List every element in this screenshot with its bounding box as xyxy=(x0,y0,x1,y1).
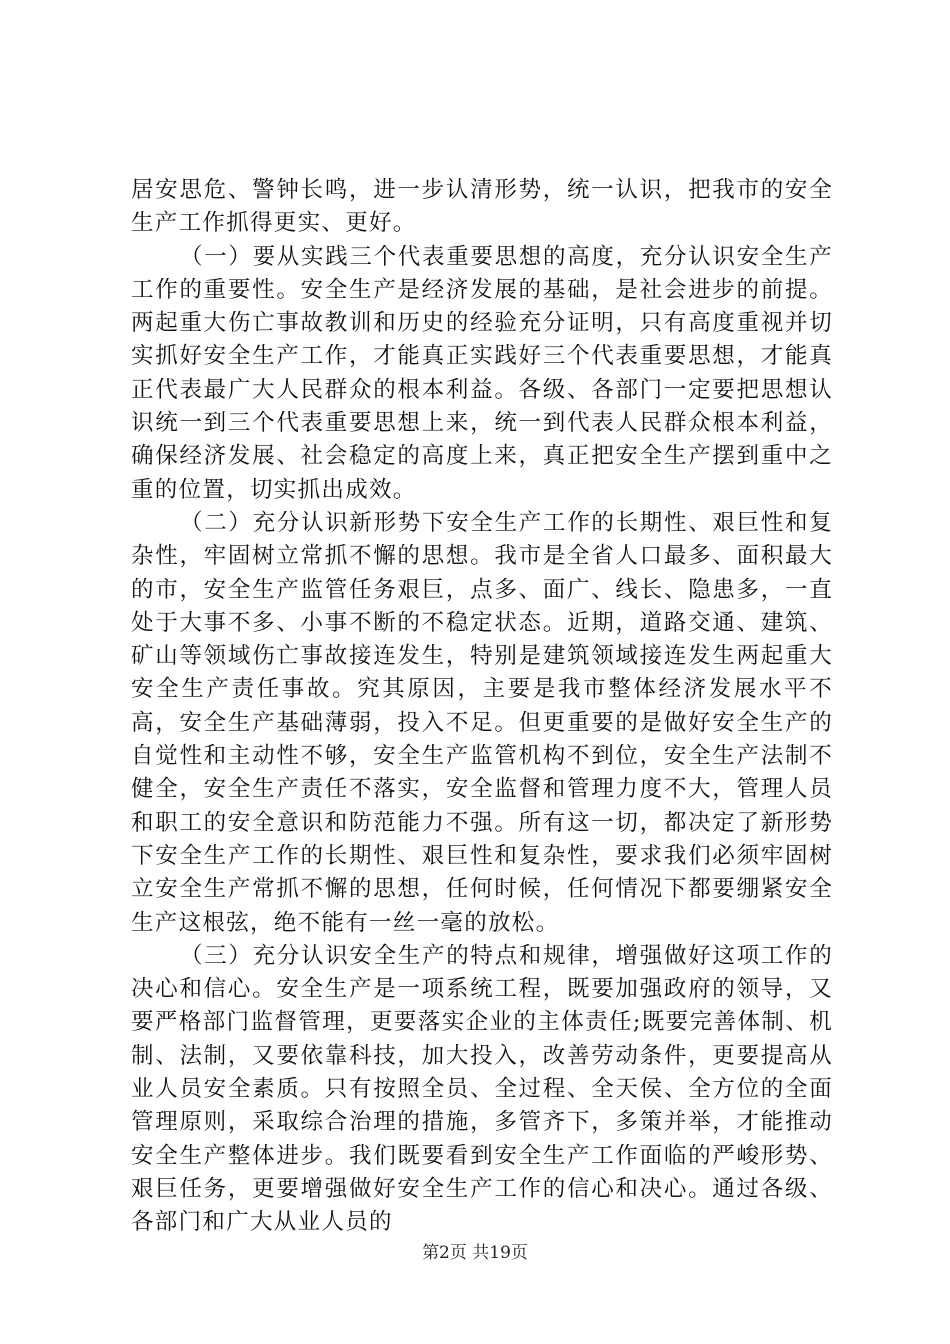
paragraph-section-2: （二）充分认识新形势下安全生产工作的长期性、艰巨性和复杂性，牢固树立常抓不懈的思想。我市是全省人口最多、面积最大的市，安全生产监管任务艰巨，点多、面广、线长、隐患多，一直处于大事不多、小事不断的不稳定状态。近期，道路交通、建筑、矿山等领域伤亡事故接连发生，特别是建筑领域接连发生两起重大安全生产责任事故。究其原因，主要是我市整体经济发展水平不高，安全生产基础薄弱，投入不足。但更重要的是做好安全生产的自觉性和主动性不够，安全生产监管机构不到位，安全生产法制不健全，安全生产责任不落实，安全监督和管理力度不大，管理人员和职工的安全意识和防范能力不强。所有这一切，都决定了新形势下安全生产工作的长期性、艰巨性和复杂性，要求我们必须牢固树立安全生产常抓不懈的思想，任何时候，任何情况下都要绷紧安全生产这根弦，绝不能有一丝一毫的放松。 xyxy=(131,509,833,936)
page-number-footer: 第2页 共19页 xyxy=(422,1243,528,1263)
paragraph-section-1: （一）要从实践三个代表重要思想的高度，充分认识安全生产工作的重要性。安全生产是经济发展的基础，是社会进步的前提。两起重大伤亡事故教训和历史的经验充分证明，只有高度重视并切实抓好安全生产工作，才能真正实践好三个代表重要思想，才能真正代表最广大人民群众的根本利益。各级、各部门一定要把思想认识统一到三个代表重要思想上来，统一到代表人民群众根本利益，确保经济发展、社会稳定的高度上来，真正把安全生产摆到重中之重的位置，切实抓出成效。 xyxy=(131,243,833,503)
document-body xyxy=(131,174,833,1240)
paragraph-section-3: （三）充分认识安全生产的特点和规律，增强做好这项工作的决心和信心。安全生产是一项系统工程，既要加强政府的领导，又要严格部门监督管理，更要落实企业的主体责任;既要完善体制、机制、法制，又要依靠科技，加大投入，改善劳动条件，更要提高从业人员安全素质。只有按照全员、全过程、全天侯、全方位的全面管理原则，采取综合治理的措施，多管齐下，多策并举，才能推动安全生产整体进步。我们既要看到安全生产工作面临的严峻形势、艰巨任务，更要增强做好安全生产工作的信心和决心。通过各级、各部门和广大从业人员的 xyxy=(131,942,833,1236)
paragraph-continuation: 居安思危、警钟长鸣，进一步认清形势，统一认识，把我市的安全生产工作抓得更实、更好。 xyxy=(131,177,833,237)
